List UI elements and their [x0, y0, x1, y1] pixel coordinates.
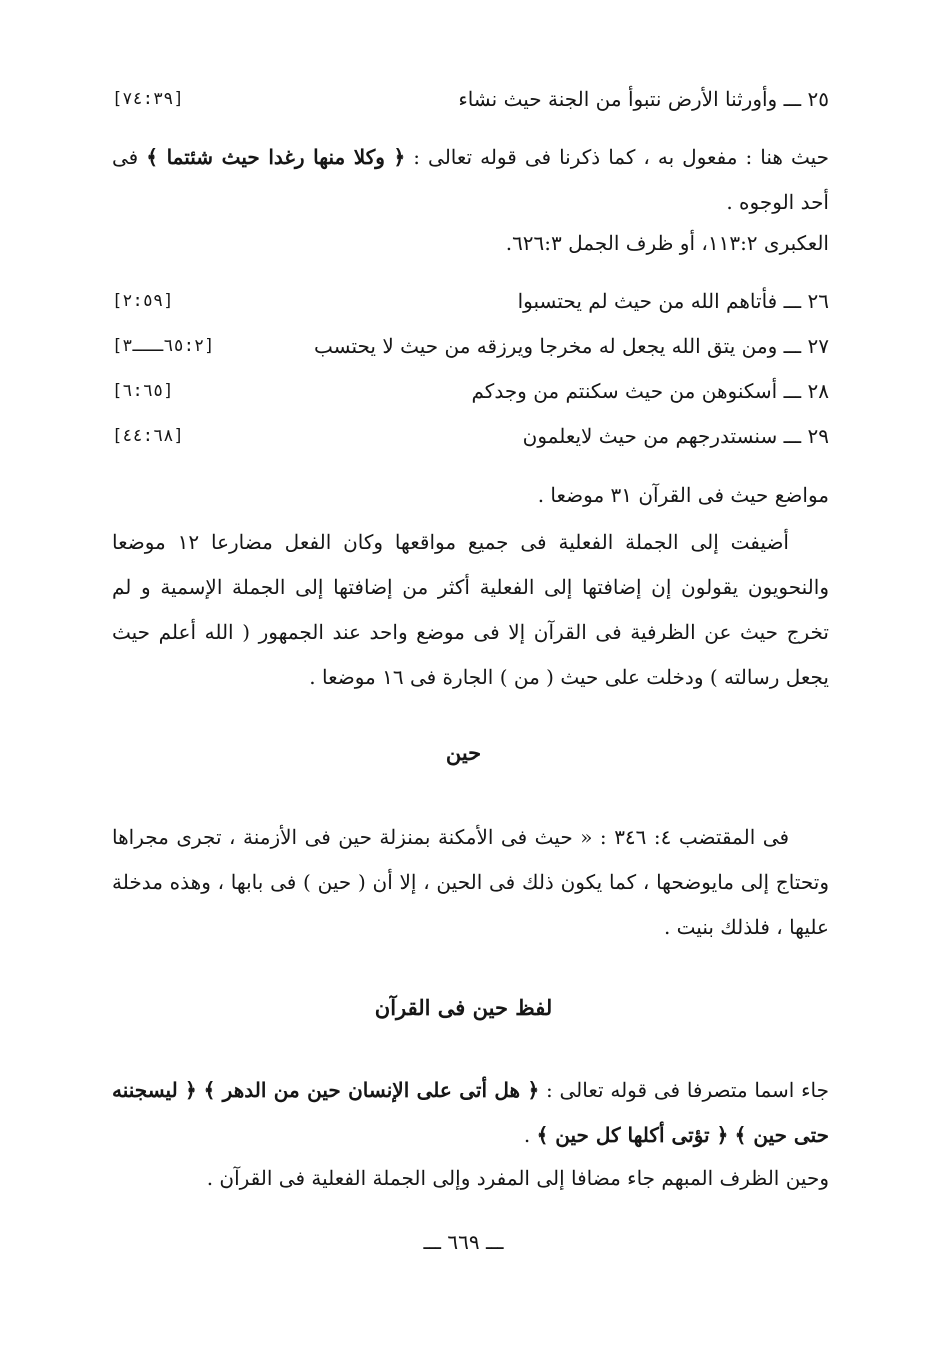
paragraph-idafa: أضيفت إلى الجملة الفعلية فى جميع مواقعها وكان الفعل مضارعا ١٢ موضعا والنحويون يقولون إن إضافتها إلى الفعلية أكثر من إضافتها إلى الجملة الإسمية و لم تخرج حيث عن الظرفية فى القرآن إلا فى موضع واحد عند الجمهور ( الله أعلم حيث يجعل رسالته ) ودخلت على حيث ( من ) الجارة فى ١٦ موضعا . [112, 530, 829, 689]
paragraph-tail: . [523, 1123, 537, 1147]
verse-29-line [112, 419, 829, 453]
verse-reference: [٦:٦٥] [112, 381, 174, 401]
count-line: مواضع حيث فى القرآن ٣١ موضعا . [537, 483, 829, 507]
page-number: ـــ ٦٦٩ ـــ [423, 1230, 504, 1254]
source-reference-line: العكبرى ١١٣:٢، أو ظرف الجمل ٦٢٦:٣. [505, 231, 829, 255]
paragraph-lead: حيث هنا : مفعول به ، كما ذكرنا فى قوله تعالى : [405, 145, 829, 169]
verse-text: ٢٥ ـــ وأورثنا الأرض نتبوأ من الجنة حيث نشاء [458, 87, 829, 111]
verse-reference: [٦٥:٢ـــ٣] [112, 336, 215, 356]
verse-28-line [112, 374, 829, 408]
verse-27-line [112, 329, 829, 363]
verse-reference: [٧٤:٣٩] [112, 89, 184, 109]
section-heading-hin: حين [445, 740, 482, 765]
quran-quote: ﴿ هل أتى على الإنسان حين من الدهر ﴾ [203, 1078, 540, 1102]
verse-text: ٢٨ ـــ أسكنوهن من حيث سكنتم من وجدكم [471, 379, 829, 403]
verse-text: ٢٩ ـــ سنستدرجهم من حيث لايعلمون [522, 424, 829, 448]
verse-reference: [٢:٥٩] [112, 291, 174, 311]
quran-quote: ﴿ وكلا منها رغدا حيث شئتما ﴾ [146, 145, 406, 169]
verse-25-line [112, 82, 829, 116]
verse-text: ٢٧ ـــ ومن يتق الله يجعل له مخرجا ويرزقه من حيث لا يحتسب [314, 334, 829, 358]
section-heading-hin-quran: لفظ حين فى القرآن [374, 995, 553, 1020]
verse-reference: [٤٤:٦٨] [112, 426, 184, 446]
paragraph-muqtadab: فى المقتضب ٤: ٣٤٦ : « حيث فى الأمكنة بمنزلة حين فى الأزمنة ، تجرى مجراها وتحتاج إلى مايوضحها ، كما يكون ذلك فى الحين ، إلا أن ( حين ) فى بابها ، وهذه مدخلة عليها ، فلذلك بنيت . [112, 825, 829, 939]
final-line: وحين الظرف المبهم جاء مضافا إلى المفرد وإلى الجملة الفعلية فى القرآن . [206, 1166, 829, 1190]
paragraph-lead: جاء اسما متصرفا فى قوله تعالى : [539, 1078, 829, 1102]
quran-quote: ﴿ ليسجننه حتى حين ﴾ [112, 1078, 829, 1147]
paragraph-haith-object [112, 135, 829, 225]
quran-quote: ﴿ تؤتى أكلها كل حين ﴾ [536, 1123, 729, 1147]
paragraph-hin-noun [112, 1068, 829, 1158]
paragraph-tail: فى أحد الوجوه . [112, 145, 829, 214]
verse-text: ٢٦ ـــ فأتاهم الله من حيث لم يحتسبوا [517, 289, 829, 313]
verse-26-line [112, 284, 829, 318]
